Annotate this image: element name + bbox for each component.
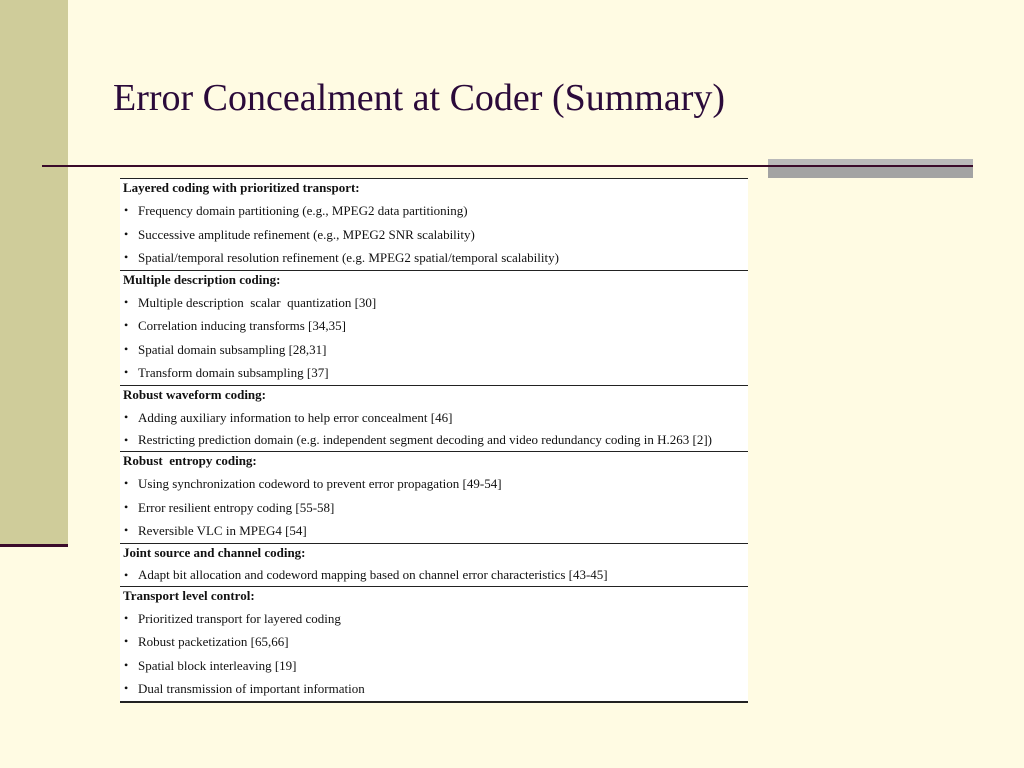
bullet-icon: • [124, 681, 129, 695]
list-item [123, 199, 744, 223]
bullet-icon: • [124, 634, 129, 648]
list-item-text: Transform domain subsampling [37] [138, 365, 329, 380]
list-item [123, 314, 744, 338]
list-item-text: Frequency domain partitioning (e.g., MPEG2 data partitioning) [138, 203, 468, 218]
list-item [123, 361, 744, 385]
list-item [123, 406, 744, 430]
left-accent-rule [0, 544, 68, 547]
section-heading: Robust entropy coding: [123, 453, 257, 468]
list-item-text: Successive amplitude refinement (e.g., MPEG2 SNR scalability) [138, 226, 475, 242]
bullet-icon: • [124, 409, 129, 424]
bullet-icon: • [124, 226, 129, 241]
list-item [123, 677, 744, 701]
bullet-icon: • [124, 250, 129, 264]
list-item-text: Dual transmission of important information [138, 681, 365, 696]
section-heading: Multiple description coding: [123, 271, 281, 287]
section-heading: Robust waveform coding: [123, 386, 266, 402]
title-underline-rule [42, 165, 973, 167]
list-item-text: Adapt bit allocation and codeword mapping based on channel error characteristics [43-45] [138, 566, 608, 582]
list-item-text: Reversible VLC in MPEG4 [54] [138, 523, 307, 538]
list-item-text: Adding auxiliary information to help error concealment [46] [138, 409, 453, 425]
list-item [123, 564, 744, 586]
table-section-robust-entropy [120, 452, 748, 544]
list-item-text: Spatial/temporal resolution refinement (e.g. MPEG2 spatial/temporal scalability) [138, 250, 559, 265]
list-item [123, 338, 744, 362]
table-section-transport-level [120, 587, 748, 703]
list-item [123, 607, 744, 631]
list-item-text: Correlation inducing transforms [34,35] [138, 318, 346, 333]
bullet-icon: • [124, 476, 129, 490]
list-item-text: Spatial block interleaving [19] [138, 657, 297, 673]
bullet-icon: • [124, 657, 129, 672]
list-item-text: Prioritized transport for layered coding [138, 610, 341, 626]
bullet-icon: • [124, 341, 129, 356]
list-item-text: Restricting prediction domain (e.g. independent segment decoding and video redundancy coding in H.263 [2]) [138, 432, 713, 447]
list-item [123, 429, 744, 451]
list-item [123, 654, 744, 678]
list-item-text: Using synchronization codeword to prevent error propagation [49-54] [138, 476, 502, 491]
slide-title: Error Concealment at Coder (Summary) [113, 77, 726, 119]
list-item-text: Error resilient entropy coding [55-58] [138, 499, 335, 515]
section-heading: Transport level control: [123, 587, 255, 603]
table-section-multiple-description [120, 271, 748, 386]
left-accent-bar [0, 0, 68, 546]
bullet-icon: • [124, 610, 129, 625]
bullet-icon: • [124, 318, 129, 332]
list-item [123, 472, 744, 496]
bullet-icon: • [124, 365, 129, 379]
bullet-icon: • [124, 294, 129, 309]
list-item [123, 223, 744, 247]
section-heading: Joint source and channel coding: [123, 544, 306, 560]
list-item-text: Multiple description scalar quantization [30] [138, 294, 377, 310]
table-section-layered-coding [120, 179, 748, 271]
bullet-icon: • [124, 567, 129, 582]
summary-table [120, 178, 748, 703]
list-item [123, 246, 744, 270]
list-item [123, 496, 744, 520]
list-item-text: Robust packetization [65,66] [138, 634, 289, 649]
bullet-icon: • [124, 499, 129, 514]
table-section-robust-waveform [120, 386, 748, 453]
bullet-icon: • [124, 203, 129, 217]
bullet-icon: • [124, 523, 129, 537]
list-item [123, 291, 744, 315]
table-section-joint-source-channel [120, 544, 748, 587]
list-item [123, 630, 744, 654]
bullet-icon: • [124, 433, 129, 447]
list-item-text: Spatial domain subsampling [28,31] [138, 341, 327, 357]
list-item [123, 519, 744, 543]
section-heading: Layered coding with prioritized transport: [123, 180, 360, 195]
